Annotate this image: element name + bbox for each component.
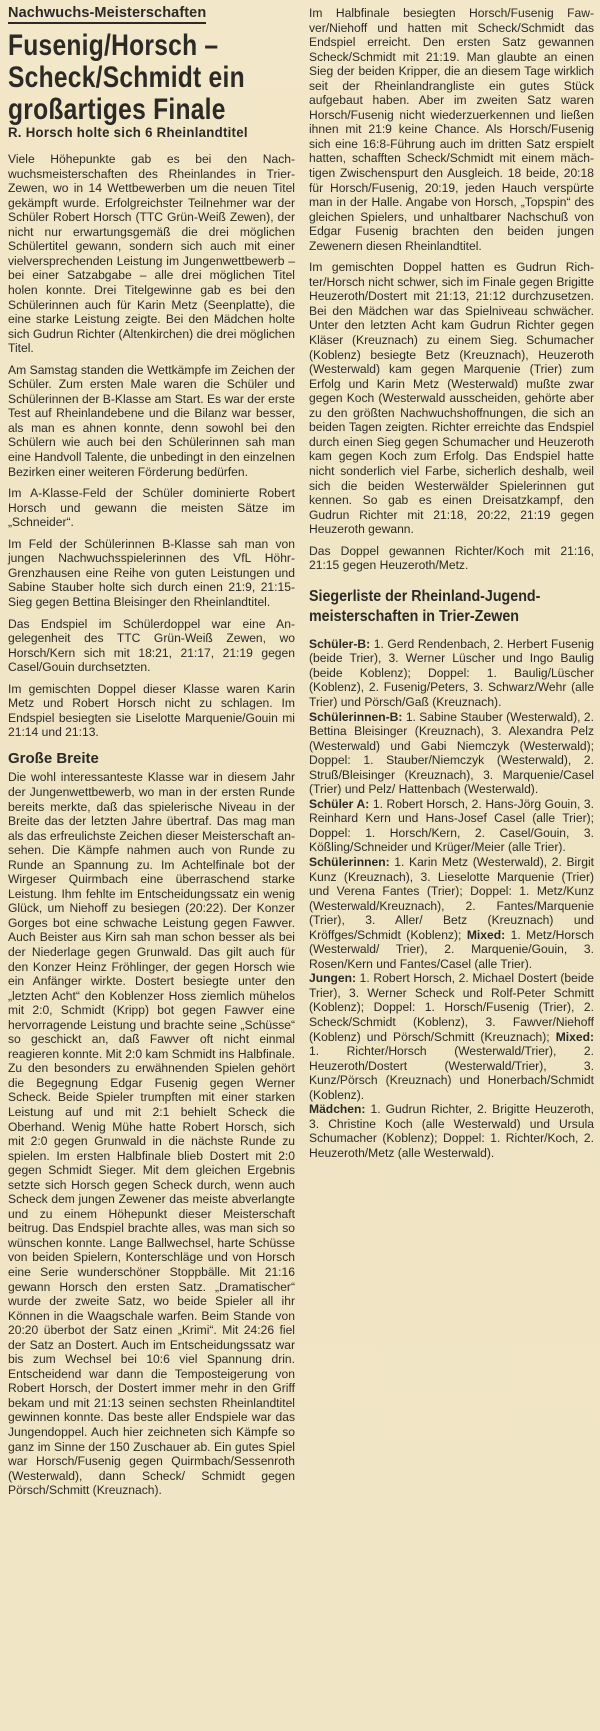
body-paragraph: Im gemischten Doppel hatten es Gudrun Richter/Horsch nicht schwer, sich im Finale gegen Brigitte Heuzeroth/Dostert mit 21:13, 21:12 durchzusetzen. Bei den Mädchen war das Spielniveau schwächer. Unter den letzten Acht kam Gudrun Richter gegen Kläser (Kreuznach) zu einem Sieg. Schumacher (Koblenz) besiegte Betz (Kreuznach), Heuzeroth (Westerwald) kam gegen Marquenie (Trier) zum Erfolg und Karin Metz (Westerwald) mußte zwar gegen Koch (Westerwald ausscheiden, gehörte aber zu den größten Nachwuchshoffnungen, die sich an beiden Tagen zeigten. Richter erreichte das Endspiel durch einen Sieg gegen Schumacher und Heuzeroth kam gegen Koch zum Erfolg. Das Endspiel hatte nicht sonderlich viel Farbe, sicherlich deshalb, weil sich die beiden Westerwälder Spielerinnen gut kennen. So gab es einen Dreisatzkampf, den Gudrun Richter mit 21:18, 20:22, 21:19 gegen Heuzeroth gewann. (309, 260, 594, 537)
category-results: 1. Karin Metz (Westerwald), 2. Birgit Kunz (Kreuznach), 3. Lieselotte Marquenie (Trier) und Verena Fantes (Trier); Doppel: 1. Metz/Kunz (Westerwald/Kreuznach), 2. Fantes/Marquenie (Trier), 3. Aller/ Betz (Kreuznach) und Kröffges/Schmidt (Koblenz); (309, 854, 594, 942)
winners-category (309, 637, 594, 710)
winners-list-heading: Siegerliste der Rheinland-Jugendmeisterschaften in Trier-Zewen (309, 587, 541, 625)
category-results: 1. Gerd Rendenbach, 2. Herbert Fusenig (beide Trier), 3. Werner Lüscher und Ingo Baulig (beide Koblenz); Doppel: 1. Baulig/Lüscher (Koblenz), 2. Fusenig/Peters, 3. Schwarz/Wehr (alle Trier) und Pörsch/Gaß (Kreuznach). (309, 636, 594, 709)
headline (8, 30, 295, 126)
category-label: Schüler A: (309, 796, 370, 811)
category-label: Schülerinnen: (309, 854, 390, 869)
category-label: Schülerinnen-B: (309, 709, 403, 724)
headline-line: Fusenig/Horsch – (8, 28, 219, 62)
body-paragraph: Im A-Klasse-Feld der Schüler dominierte Robert Horsch und gewann die meisten Sätze im „Schneider“. (8, 486, 295, 530)
subheadline: R. Horsch holte sich 6 Rheinlandtitel (8, 124, 248, 141)
body-paragraph: Viele Höhepunkte gab es bei den Nachwuchsmeisterschaften des Rheinlandes in Trier-Zewen, wo in 14 Wettbewerben um die neuen Titel gekämpft wurde. Erfolgreichster Teilnehmer war der Schüler Robert Horsch (TTC Grün-Weiß Zewen), der nicht nur erwartungsgemäß die drei möglichen Schülertitel gewann, sondern sich auch mit einer vielversprechenden Leistung im Jungenwettbewerb – bei einer Satzabgabe – alle drei möglichen Titel holen konnte. Drei Titelgewinne gab es bei den Schülerinnen auch für Karin Metz (Seenplatte), die eine starke Leistung zeigte. Bei den Mädchen holte sich Gudrun Richter (Altenkirchen) die drei möglichen Titel. (8, 152, 295, 356)
category-label: Jungen: (309, 971, 357, 986)
category-label: Schüler-B: (309, 636, 371, 651)
mixed-results: 1. Richter/Horsch (Westerwald/Trier), 2. Heuzeroth/Dostert (Westerwald/Trier), 3. Kunz/Pörsch (Kreuznach) und Honerbach/Schmidt (Koblenz). (309, 1044, 594, 1102)
left-column (8, 0, 295, 1505)
category-results: 1. Sabine Stauber (Westerwald), 2. Bettina Bleisinger (Kreuznach), 3. Alexandra Pelz (Westerwald) und Gabi Niemczyk (Westerwald); Doppel: 1. Stauber/Niemczyk (Westerwald), 2. Struß/Bleisinger (Kreuznach), 3. Marquenie/Casel (Trier) und Pelz/ Hattenbach (Westerwald). (309, 709, 594, 797)
headline-line: Scheck/Schmidt ein (8, 60, 245, 94)
mixed-label: Mixed: (466, 927, 506, 942)
body-paragraph: Im Halbfinale besiegten Horsch/Fusenig Fawver/Niehoff und hatten mit Scheck/Schmidt das Endspiel erreicht. Den ersten Satz gewannen Scheck/Schmidt mit 21:19. Man glaubte an einen Sieg der beiden Kripper, die an diesem Tage wirklich seit der Rheinlandrangliste ein gutes Stück aufgebaut haben. Aber im zweiten Satz waren Horsch/Fusenig nicht wiederzuerkennen und ließen ihnen mit 21:9 keine Chance. Als Horsch/Fusenig sich eine 16:8-Führung auch im dritten Satz erspielt hatten, schafften Scheck/Schmidt mit einem mächtigen Zwischenspurt den Ausgleich. 18 beide, 20:18 für Horsch/Fusenig, 20:19, jeden Hauch verspürte man in der Halle. Angabe von Horsch, „Topspin“ des gleichen Spielers, und unhaltbarer Nachschuß von Edgar Fusenig brachten den beiden jungen Zewenern diesen Rheinlandtitel. (309, 6, 594, 253)
body-paragraph: Das Endspiel im Schülerdoppel war eine Angelegenheit des TTC Grün-Weiß Zewen, wo Horsch/Kern sich mit 18:21, 21:17, 21:19 gegen Casel/Gouin durchsetzten. (8, 616, 295, 675)
body-paragraph: Das Doppel gewannen Richter/Koch mit 21:16, 21:15 gegen Heuzeroth/Metz. (309, 543, 594, 573)
category-results: 1. Gudrun Richter, 2. Brigitte Heuzeroth, 3. Christine Koch (alle Westerwald) und Ursula Schumacher (Koblenz); Doppel: 1. Richter/Koch, 2. Heuzeroth/Metz (alle Westerwald). (309, 1102, 594, 1160)
headline-line: großartiges Finale (8, 92, 226, 126)
section-heading: Große Breite (8, 749, 99, 767)
kicker: Nachwuchs-Meisterschaften (8, 6, 206, 24)
body-paragraph: Am Samstag standen die Wettkämpfe im Zeichen der Schüler. Zum ersten Male waren die Schüler und Schülerinnen der B-Klasse am Start. Es war der erste Test auf Rheinlandebene und die Bilanz war besser, als man es ahnen konnte, denn sowohl bei den Schülern wie auch bei den Schülerinnen sah man eine Handvoll Talente, die unbedingt in den einzelnen Bezirken einer weiteren Förderung bedürfen. (8, 362, 296, 479)
winners-category (309, 710, 594, 797)
category-results: 1. Robert Horsch, 2. Hans-Jörg Gouin, 3. Reinhard Kern und Hans-Josef Casel (alle Trier); Doppel: 1. Horsch/Kern, 2. Casel/Gouin, 3. Kößling/Schneider und Krüger/Meier (alle Trier). (309, 796, 594, 855)
right-column (309, 0, 594, 1160)
body-paragraph: Die wohl interessanteste Klasse war in diesem Jahr der Jungenwettbewerb, wo man in der ersten Runde bereits merkte, daß das spielerische Niveau in der Breite das der letzten Jahre übertraf. Das mag man als das erfreulichste Zeichen dieser Meisterschaft ansehen. Die Kämpfe nahmen auch von Runde zu Runde an Spannung zu. Im Achtelfinale bot der Wirgeser Quirmbach eine überraschend starke Leistung. Ihm fehlte im Entscheidungssatz ein wenig Glück, um Niehoff zu besiegen (20:22). Der Konzer Gorges bot eine schwache Leistung gegen Fawver. Auch Beister aus Kirn sah man schon besser als bei der Niederlage gegen Grunwald. Das gilt auch für den Konzer Heinz Fröhlinger, der gegen Horsch wie ein Anfänger wirkte. Dostert besiegte unter den „letzten Acht“ den Koblenzer Hoss ziemlich mühelos mit 2:0, Schmidt (Kripp) bot gegen Fawver eine hervorragende Leistung und brachte seine „Schüsse“ so geschickt an, daß Fawver oft nicht einmal reagieren konnte. Mit 2:0 kam Schmidt ins Halbfinale. Zu den besonders zu erwähnenden Spielen gehört die Begegnung Edgar Fusenig gegen Werner Scheck. Beide Spieler trumpften mit einer starken Leistung auf und mit 2:1 behielt Scheck die Oberhand. Wenig Mühe hatte Robert Horsch, sich mit 2:0 gegen Grunwald in die nächste Runde zu spielen. Im ersten Halbfinale blieb Dostert mit 2:0 gegen Schmidt Sieger. Mit dem gleichen Ergebnis setzte sich Horsch gegen Scheck durch, wenn auch Scheck dem jungen Zewener das meiste abverlangte und zu einem Höhepunkt dieser Meisterschaft beitrug. Das Endspiel brachte alles, was man sich so wünschen konnte. Lange Ballwechsel, harte Schüsse von beiden Spielern, Konterschläge und von Horsch eine Serie wunderschöner Stoppbälle. Mit 21:16 gewann Horsch den ersten Satz. „Dramatischer“ wurde der zweite Satz, wo beide Spieler all ihr Können in die Waagschale warfen. Beim Stande von 20:20 überbot der Satz einen „Krimi“. Mit 24:26 fiel der Satz an Dostert. Auch im Entscheidungssatz war bis zum Wechsel bei 10:6 viel Spannung drin. Entscheidend war dann die Temposteigerung von Robert Horsch, der Dostert immer mehr in den Griff bekam und mit 21:13 seinen sechsten Rheinlandtitel gewinnen konnte. Das beste aller Endspiele war das Jungendoppel. Auch hier zeichneten sich Kämpfe so ganz im Sinne der 150 Zuschauer ab. Ein gutes Spiel war Horsch/Fusenig gegen Quirmbach/Sessenroth (Westerwald), dann Scheck/ Schmidt gegen Pörsch/Schmitt (Kreuznach). (8, 770, 295, 1498)
winners-category (309, 855, 594, 971)
body-paragraph: Im gemischten Doppel dieser Klasse waren Karin Metz und Robert Horsch nicht zu schlagen. Im Endspiel besiegten sie Liselotte Marquenie/Gouin mi 21:14 und 21:13. (8, 681, 295, 740)
mixed-results: 1. Metz/Horsch (Westerwald/ Trier), 2. Marquenie/Gouin, 3. Rosen/Kern und Fantes/Casel (alle Trier). (309, 927, 594, 971)
winners-category (309, 1102, 594, 1160)
mixed-label: Mixed: (555, 1029, 594, 1044)
category-label: Mädchen: (309, 1102, 366, 1117)
body-paragraph: Im Feld der Schülerinnen B-Klasse sah man von jungen Nachwuchsspielerinnen des VfL Höhr-Grenzhausen eine Reihe von guten Leistungen und Sabine Stauber holte sich durch einen 21:9, 21:15-Sieg gegen Bettina Bleisinger den Rheinlandtitel. (8, 536, 295, 609)
winners-category (309, 797, 594, 855)
winners-category (309, 971, 594, 1102)
category-results: 1. Robert Horsch, 2. Michael Dostert (beide Trier), 3. Werner Scheck und Rolf-Peter Schmitt (Koblenz); Doppel: 1. Horsch/Fusenig (Trier), 2. Scheck/Schmidt (Koblenz), 3. Fawver/Niehoff (Koblenz) und Pörsch/Schmitt (Kreuznach); (309, 971, 594, 1044)
